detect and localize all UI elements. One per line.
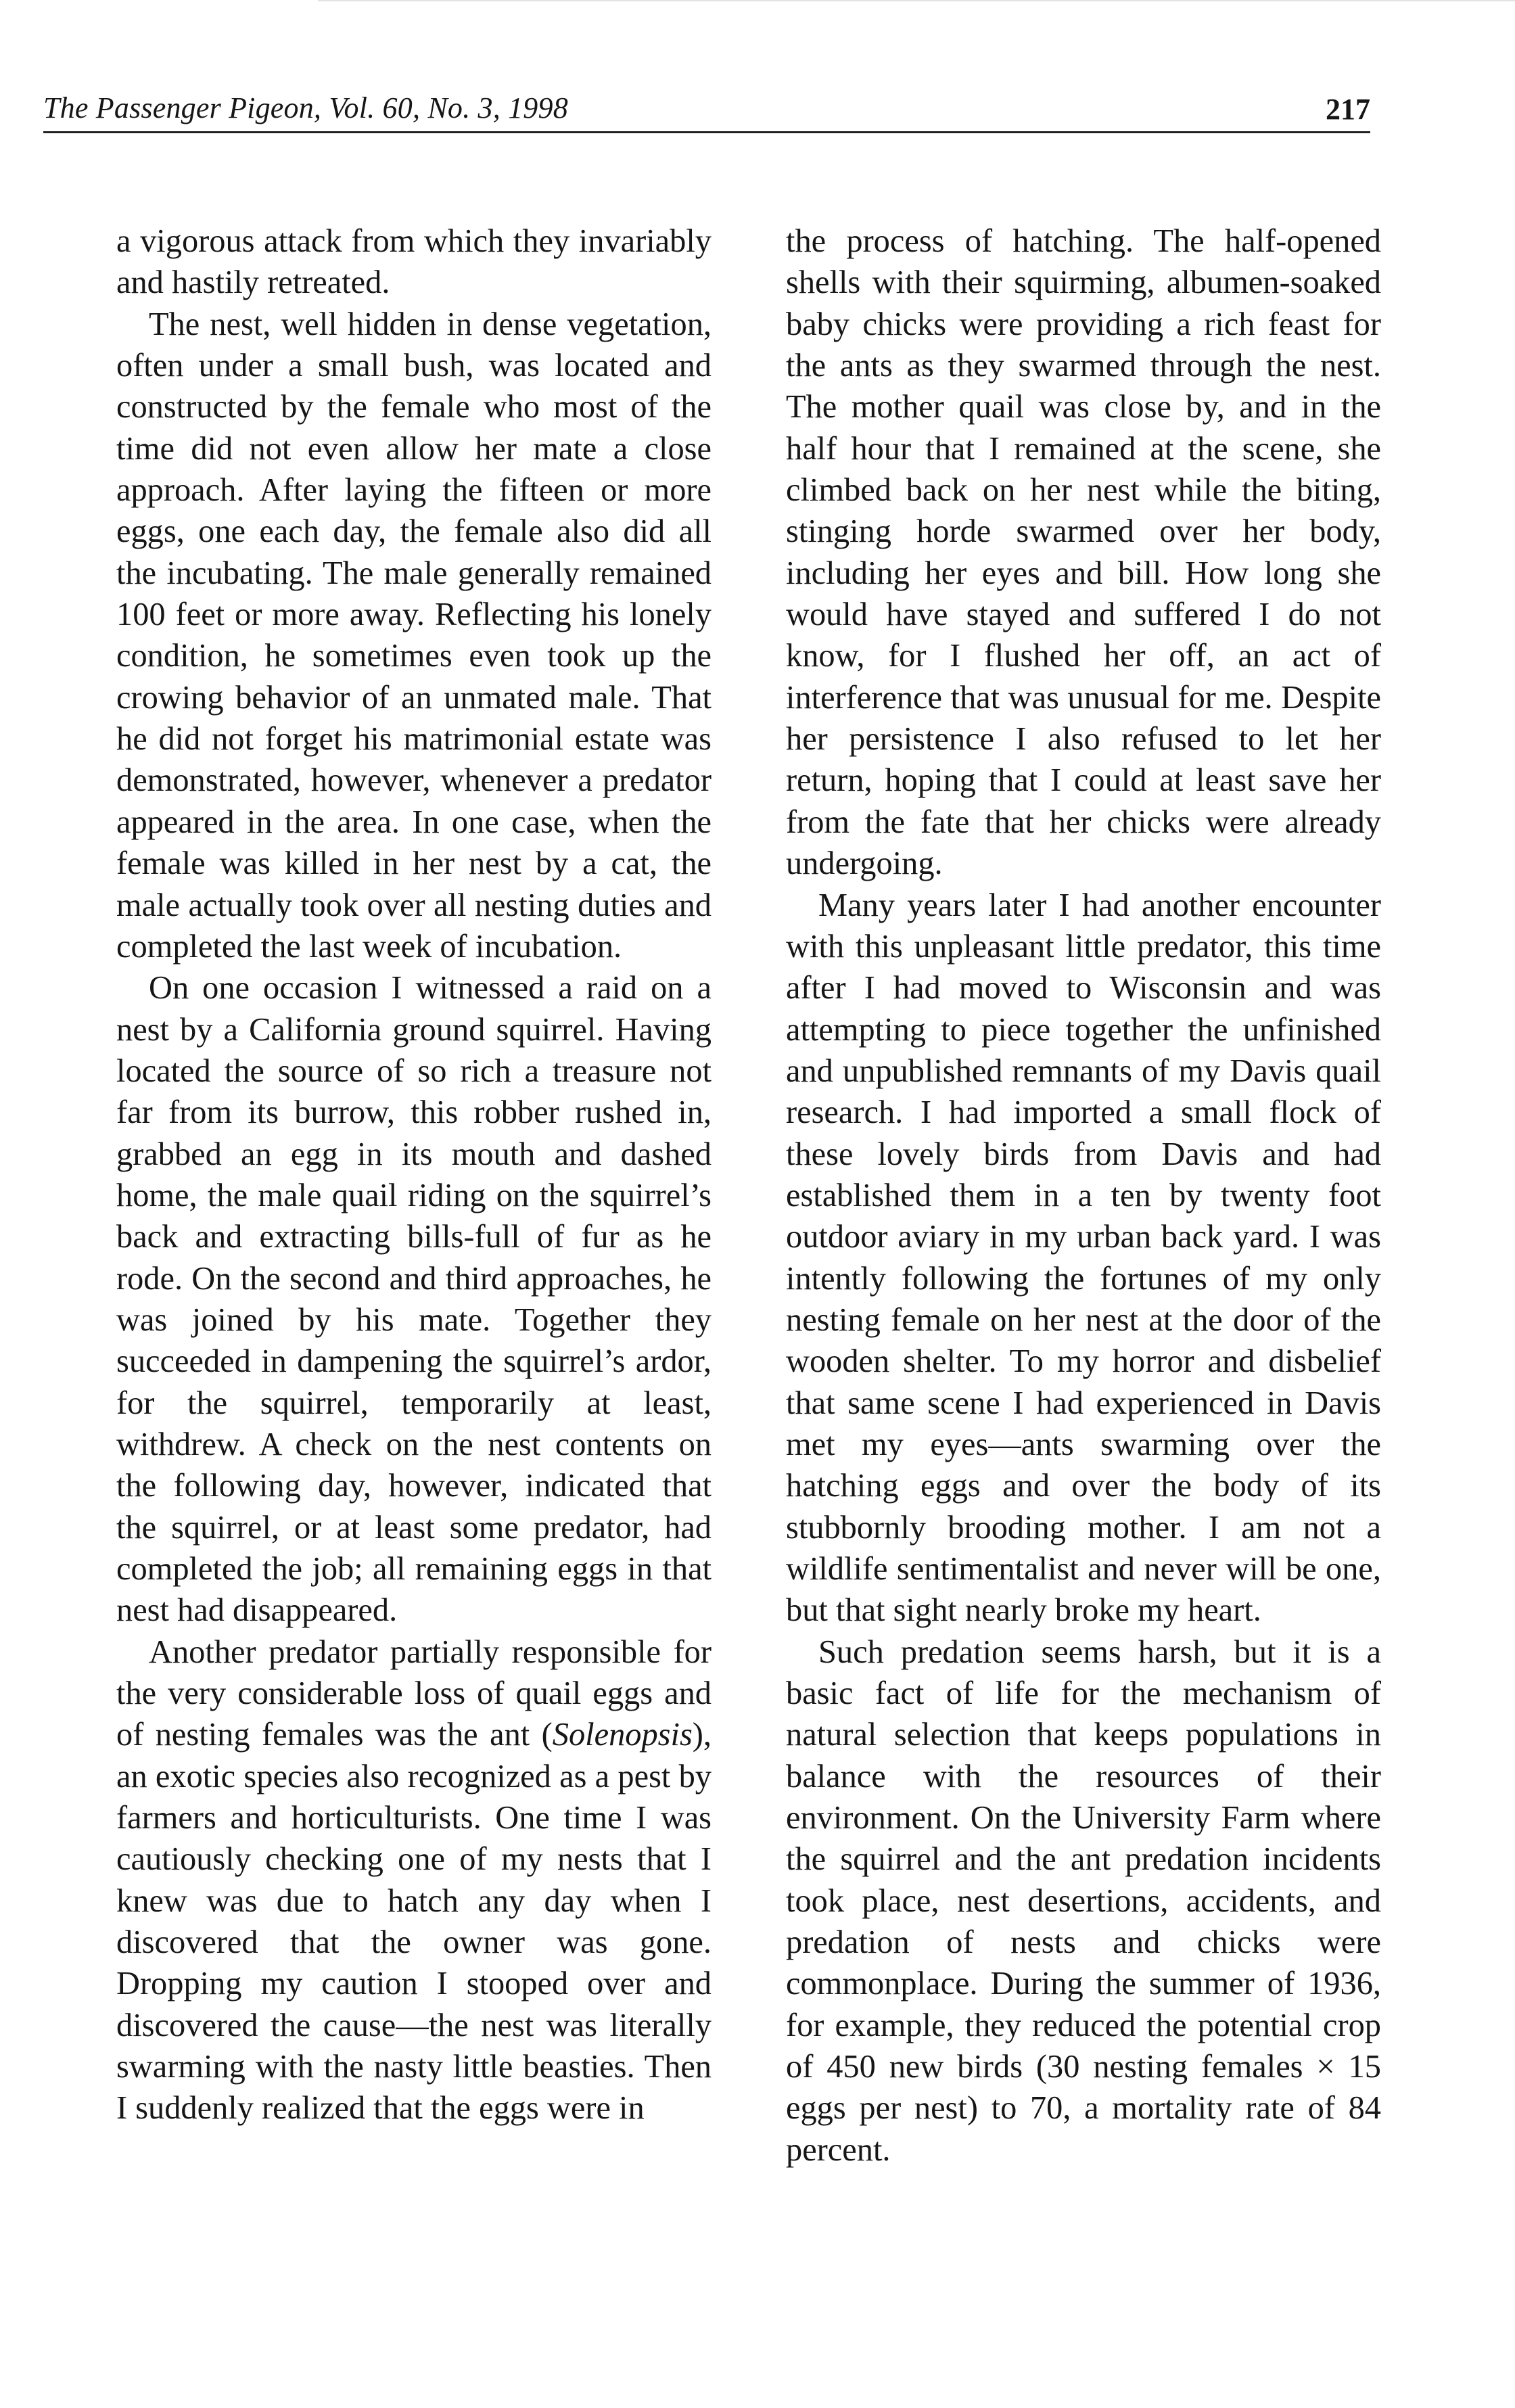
- running-header: [43, 87, 1370, 127]
- ant-text-end: ), an exotic species also recognized as a pest by farmers and horticulturists. One time I was cautiously checking one of my nests that I knew was due to hatch any day when I discovered that the owner was gone. Dropping my caution I stooped over and discovered the cause—the nest was literally swarming with the nasty little beasties. Then I suddenly realized that the eggs were in: [116, 1717, 712, 2127]
- paragraph-wisconsin-encounter: Many years later I had another encounter with this unpleasant little predator, this time after I had moved to Wisconsin and was attempting to piece together the unfinished and unpublished remnants of my Davis quail research. I had imported a small flock of these lovely birds from Davis and had established them in a ten by twenty foot outdoor aviary in my urban back yard. I was intently following the fortunes of my only nesting female on her nest at the door of the wooden shelter. To my horror and disbelief that same scene I had experienced in Davis met my eyes—ants swarming over the hatching eggs and over the body of its stubbornly brooding mother. I am not a wildlife sentimentalist and never will be one, but that sight nearly broke my heart.: [786, 887, 1381, 1629]
- header-rule: [43, 131, 1370, 133]
- right-column: [786, 221, 1381, 2171]
- paragraph-hatching: the process of hatching. The half-opened shells with their squirming, albumen-soaked baby chicks were providing a rich feast for the ants as they swarmed through the nest. The mother quail was close by, and in the half hour that I remained at the scene, she climbed back on her nest while the biting, stinging horde swarmed over her body, including her eyes and bill. How long she would have stayed and suffered I do not know, for I flushed her off, an act of interference that was unusual for me. Despite her persistence I also refused to let her return, hoping that I could at least save her from the fate that her chicks were already undergoing.: [786, 223, 1381, 882]
- left-column: [116, 221, 712, 2129]
- paragraph-ant-predator: [116, 1631, 712, 2129]
- paragraph-squirrel-raid: On one occasion I witnessed a raid on a nest by a California ground squirrel. Having located the source of so rich a treasure not far from its burrow, this robber rushed in, grabbed an egg in its mouth and dashed home, the male quail riding on the squirrel’s back and extracting bills-full of fur as he rode. On the second and third approaches, he was joined by his mate. Together they succeeded in dampening the squirrel’s ardor, for the squirrel, temporarily at least, withdrew. A check on the nest contents on the following day, however, indicated that the squirrel, or at least some predator, had completed the job; all remaining eggs in that nest had disappeared.: [116, 970, 712, 1629]
- paragraph-natural-selection: Such predation seems harsh, but it is a basic fact of life for the mechanism of natural selection that keeps populations in balance with the resources of their environment. On the University Farm where the squirrel and the ant predation incidents took place, nest desertions, accidents, and predation of nests and chicks were commonplace. During the summer of 1936, for example, they reduced the potential crop of 450 new birds (30 nesting females × 15 eggs per nest) to 70, a mortality rate of 84 percent.: [786, 1634, 1381, 2168]
- paragraph-continued: a vigorous attack from which they invariably and hastily retreated.: [116, 223, 712, 301]
- taxon-name: Solenopsis: [552, 1717, 693, 1753]
- paragraph-nest-behavior: The nest, well hidden in dense vegetation, often under a small bush, was located and constructed by the female who most of the time did not even allow her mate a close approach. After laying the fifteen or more eggs, one each day, the female also did all the incubating. The male generally remained 100 feet or more away. Reflecting his lonely condition, he sometimes even took up the crowing behavior of an unmated male. That he did not forget his matrimonial estate was demonstrated, however, whenever a predator appeared in the area. In one case, when the female was killed in her nest by a cat, the male actually took over all nesting duties and completed the last week of incubation.: [116, 306, 712, 965]
- ant-text-start: Another predator partially responsible for the very considerable loss of quail eggs and of nesting females was the ant (: [116, 1634, 712, 1753]
- page-top-edge-line: [318, 0, 1515, 1]
- page-number: 217: [1326, 93, 1370, 126]
- journal-citation: The Passenger Pigeon, Vol. 60, No. 3, 1998: [43, 91, 568, 124]
